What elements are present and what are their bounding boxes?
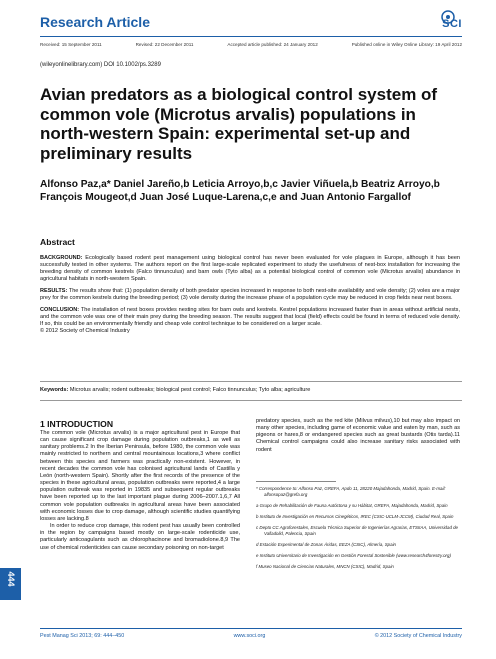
- section-label: Research Article: [40, 14, 150, 30]
- abstract-body: [40, 255, 460, 340]
- intro-paragraph-2: In order to reduce crop damage, this rodent pest has usually been controlled in the region by campaigns based mostly on large-scale rodenticide use, particularly anticoagulants such as chlorophacinone and bromadiolone.8,9 The use of chemical rodenticides can cause secondary poisoning on non-target: [40, 523, 240, 551]
- sci-logo-text: SCI: [442, 18, 462, 30]
- article-title: Avian predators as a biological control system of common vole (Microtus arvalis) populations in north-western Spain: experimental set-up and preliminary results: [40, 85, 438, 163]
- results-label: RESULTS:: [40, 287, 68, 294]
- header-rule: [40, 36, 462, 37]
- introduction-heading: 1 INTRODUCTION: [40, 419, 114, 429]
- doi[interactable]: (wileyonlinelibrary.com) DOI 10.1002/ps.3289: [40, 62, 161, 68]
- footnote-a: a Grupo de Rehabilitación de Fauna Autóctona y su Hábitat, GREFA, Majadahonda, Madrid, Spain: [256, 503, 448, 508]
- journal-site-link[interactable]: www.soci.org: [233, 633, 266, 639]
- background-text: Ecologically based rodent pest management using biological control has never been evaluated for vole plagues in Europe, although it has been successfully tested in other systems. The authors report on the first large-scale replicated experiment to study the usefulness of nest-box installation for increasing the breeding density of common kestrels (Falco tinnunculus) and barn owls (Tyto alba) as a potential biological control of common vole (Microtus arvalis) abundance in agricultural habitats in north-western Spain.: [40, 255, 460, 283]
- keywords-label: Keywords:: [40, 387, 69, 393]
- received-date: Received: 15 September 2011: [40, 42, 102, 47]
- conclusion-text: The installation of nest boxes provides nesting sites for barn owls and kestrels. Kestrel populations increased faster than in areas without artificial nests, and the common vole was one of their main prey during the breeding season. The results suggest that local (field) effects could be found in terms of reduced vole density. If so, this could be an environmentally friendly and cheap vole control technique to be considered on a larger scale.: [40, 306, 460, 327]
- abstract-heading: Abstract: [40, 237, 75, 247]
- keywords: [40, 387, 460, 394]
- journal-citation: Pest Manag Sci 2013; 69: 444–450: [40, 633, 125, 639]
- page-number-tab: [0, 568, 21, 600]
- keywords-rule-bottom: [40, 400, 462, 401]
- footnote-f: f Museo Nacional de Ciencias Naturales, MNCN (CSIC), Madrid, Spain: [256, 564, 394, 569]
- footer-rule: [40, 628, 462, 629]
- keywords-rule-top: [40, 381, 462, 382]
- footnote-c: c Depto CC Agroforestales, Escuela Técnica Superior de Ingenierías Agrarias, ETSIIAA, Universidad de Valladolid, Palencia, Spain: [256, 525, 458, 536]
- intro-column-left: [40, 430, 240, 552]
- footnote-e: e Instituto Universitario de Investigación en Gestión Forestal Sostenible (www.research4forestry.org): [256, 553, 451, 558]
- page-footer: [40, 633, 462, 639]
- revised-date: Revised: 22 December 2011: [135, 42, 194, 47]
- results-text: The results show that: (1) population density of both predator species increased in response to both nest-site availability and vole density; (2) voles are a major prey for the common kestrels during the breeding period; (3) vole density during the increase phase of a population cycle may be reduced in crop fields near nest boxes.: [40, 287, 460, 302]
- abstract-background: [40, 255, 460, 283]
- footnote-correspondence: * Correspondence to: Alfonso Paz, GREFA, Apdo 11, 28220 Majadahonda, Madrid, Spain. E-mail: alfonsopaz@grefa.org: [256, 486, 446, 497]
- publication-dates: [40, 42, 462, 47]
- online-date: Published online in Wiley Online Library: 19 April 2012: [351, 42, 462, 47]
- accepted-date: Accepted article published: 24 January 2012: [227, 42, 318, 47]
- abstract-results: [40, 288, 460, 302]
- abstract-conclusion: [40, 307, 460, 335]
- intro-paragraph-1: The common vole (Microtus arvalis) is a major agricultural pest in Europe that can cause significant crop damage during population outbreaks,1 as well as sanitary problems.2 In the Iberian Peninsula, before 1980, the common vole was mainly restricted to northern and central mountainous locations,3 where conflict between this species and farmers was practically non-existent. However, in recent decades the common vole has colonised agricultural lands of Castilla y León (north-western Spain). Shortly after the first records of the presence of the species in these agricultural areas, population outbreaks were reported,4 a large population outbreak was reported in 19835 and subsequent regular outbreaks have been reported up to the last important plague during 2006–2007.1,6,7 All common vole population outbreaks in agricultural areas have been associated with economic losses due to crop damage, although scientific studies quantifying losses are lacking.8: [40, 430, 240, 522]
- footer-copyright: © 2012 Society of Chemical Industry: [374, 633, 462, 639]
- conclusion-label: CONCLUSION:: [40, 306, 80, 313]
- page-number: 444: [6, 571, 16, 587]
- keywords-text: Microtus arvalis; rodent outbreaks; biological pest control; Falco tinnunculus; Tyto alba; agriculture: [68, 387, 311, 393]
- affiliation-footnotes: [256, 486, 460, 575]
- author-list: Alfonso Paz,a* Daniel Jareño,b Leticia Arroyo,b,c Javier Viñuela,b Beatriz Arroyo,b François Mougeot,d Juan José Luque-Larena,c,e and Juan Antonio Fargallof: [40, 179, 440, 203]
- footnote-b: b Instituto de Investigación en Recursos Cinegéticos, IREC (CSIC-UCLM-JCCM), Ciudad Real, Spain: [256, 514, 454, 519]
- background-label: BACKGROUND:: [40, 255, 83, 261]
- footnotes-rule: [256, 481, 336, 482]
- intro-column-right: predatory species, such as the red kite (Milvus milvus),10 but may also impact on many other species, including game of economic value and eaten by man, such as pigeons or hares,8 or endangered species such as great bustards (Otis tarda).11 Chemical control campaigns could also increase sanitary risks associated with rodent: [256, 418, 460, 453]
- footnote-d: d Estación Experimental de Zonas Áridas, EEZA (CSIC), Almería, Spain: [256, 542, 396, 547]
- abstract-copyright: © 2012 Society of Chemical Industry: [40, 328, 130, 335]
